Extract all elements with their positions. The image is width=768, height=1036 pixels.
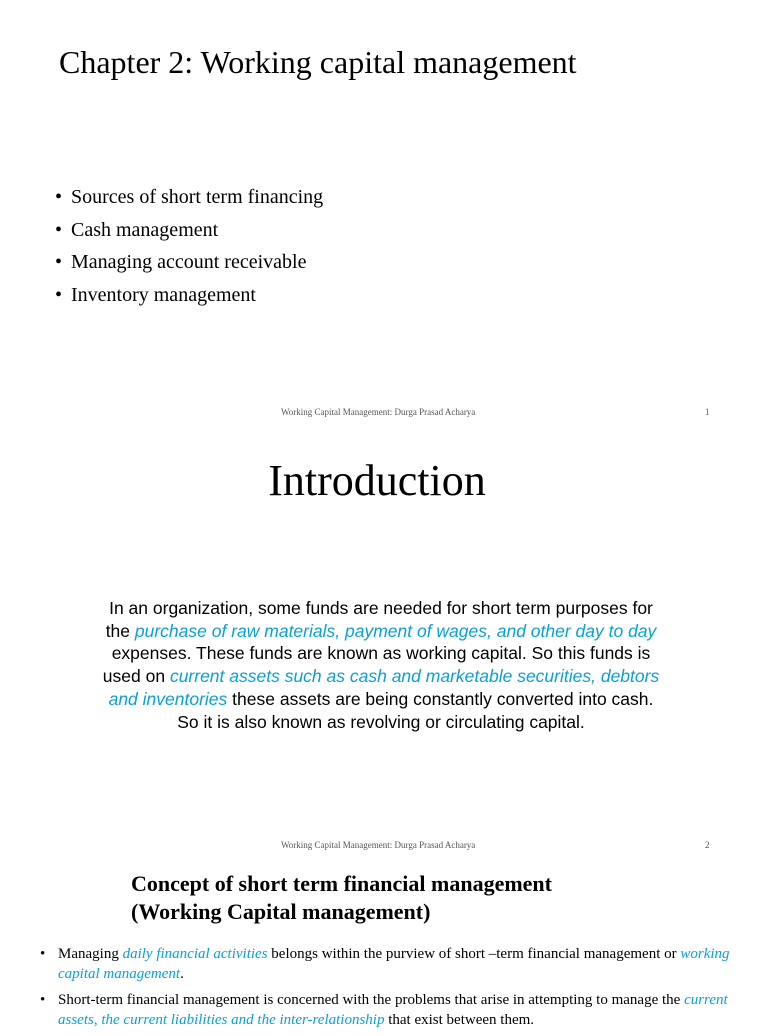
slide-2-page-number: 2 — [705, 840, 710, 850]
slide-2-body: In an organization, some funds are needed for short term purposes for the purchase of raw materials, payment of wages, and other day to day expenses. These funds are known as working capital. So this funds is used on current assets such as cash and marketable securities, debtors and inventories these assets are being constantly converted into cash. So it is also known as revolving or circulating capital. — [102, 598, 660, 732]
highlight-text: daily financial activities — [122, 946, 268, 962]
list-item: • Cash management — [55, 218, 219, 241]
highlight-text: current assets such as cash and marketable securities, debtors and inventories — [108, 666, 660, 709]
bullet-icon: • — [40, 946, 46, 962]
slide-1-title: Chapter 2: Working capital management — [59, 44, 577, 80]
bullet-icon: • — [55, 186, 63, 208]
slide-3-bullet-list — [40, 944, 740, 1036]
slide-1-topic-list — [55, 184, 323, 314]
list-item: • Short-term financial management is concerned with the problems that arise in attempting to manage the current assets, the current liabilities and the inter-relationship that exist between them. — [40, 992, 728, 1028]
list-item: • Managing daily financial activities belongs within the purview of short –term financial management or working capital management. — [40, 946, 730, 982]
highlight-text: current assets, the current liabilities and the inter-relationship — [58, 992, 728, 1028]
bullet-icon: • — [40, 992, 46, 1008]
list-item: • Managing account receivable — [55, 251, 307, 273]
bullet-icon: • — [55, 218, 63, 241]
bullet-icon: • — [55, 251, 63, 273]
highlight-text: purchase of raw materials, payment of wages, and other day to day — [134, 620, 657, 641]
slide-2-title: Introduction — [268, 456, 486, 505]
slide-3-title: Concept of short term financial management (Working Capital management) — [131, 871, 552, 924]
list-item: • Inventory management — [55, 283, 256, 306]
slide-2-footer: Working Capital Management: Durga Prasad Acharya — [281, 840, 476, 850]
slide-1-footer: Working Capital Management: Durga Prasad Acharya — [281, 407, 476, 417]
highlight-text: working capital management — [58, 946, 730, 982]
slide-1-page-number: 1 — [705, 407, 710, 417]
bullet-icon: • — [55, 283, 63, 306]
list-item: • Sources of short term financing — [55, 186, 324, 208]
